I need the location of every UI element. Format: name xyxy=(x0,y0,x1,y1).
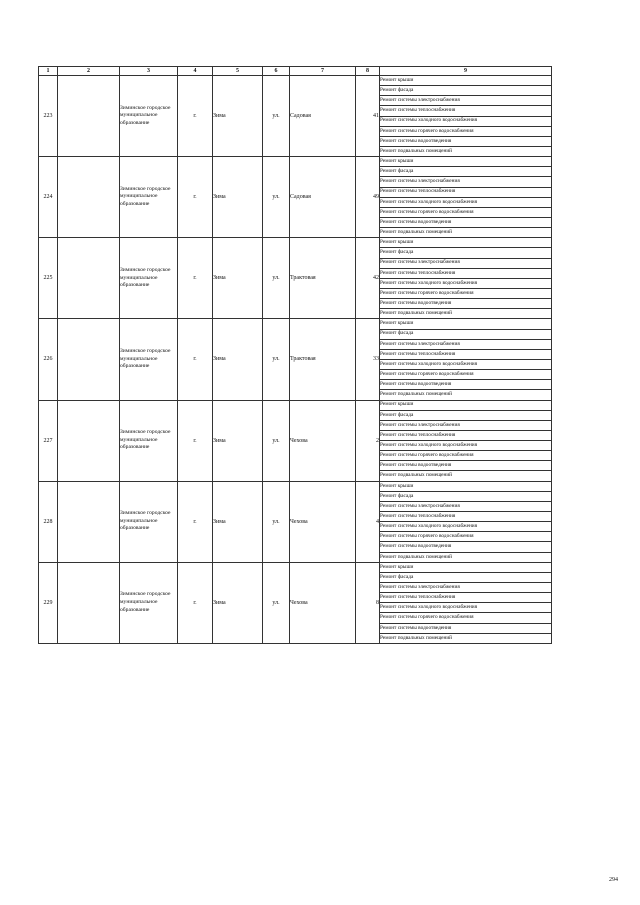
region-cell xyxy=(58,319,120,400)
house-number-cell: 42 xyxy=(356,238,380,319)
municipality-cell: Зиминское городское муниципальное образование xyxy=(120,400,178,481)
table-row xyxy=(39,319,552,329)
work-type-cell: Ремонт системы холодного водоснабжения xyxy=(380,522,552,532)
work-type-cell: Ремонт системы теплоснабжения xyxy=(380,430,552,440)
work-type-cell: Ремонт крыши xyxy=(380,76,552,86)
work-type-cell: Ремонт системы электроснабжения xyxy=(380,420,552,430)
street-type-cell: ул. xyxy=(263,400,290,481)
work-type-cell: Ремонт системы холодного водоснабжения xyxy=(380,441,552,451)
work-type-cell: Ремонт системы горячего водоснабжения xyxy=(380,532,552,542)
work-type-cell: Ремонт системы горячего водоснабжения xyxy=(380,370,552,380)
city-cell: Зима xyxy=(213,481,263,562)
work-type-cell: Ремонт системы холодного водоснабжения xyxy=(380,197,552,207)
settlement-type-cell: г. xyxy=(178,238,213,319)
house-number-cell: 2 xyxy=(356,400,380,481)
table-row xyxy=(39,481,552,491)
street-cell: Садовая xyxy=(290,76,356,157)
work-type-cell: Ремонт системы теплоснабжения xyxy=(380,349,552,359)
work-type-cell: Ремонт фасада xyxy=(380,410,552,420)
municipality-cell: Зиминское городское муниципальное образование xyxy=(120,562,178,643)
region-cell xyxy=(58,562,120,643)
work-type-cell: Ремонт системы теплоснабжения xyxy=(380,187,552,197)
work-type-cell: Ремонт системы горячего водоснабжения xyxy=(380,126,552,136)
work-type-cell: Ремонт системы холодного водоснабжения xyxy=(380,116,552,126)
city-cell: Зима xyxy=(213,76,263,157)
work-type-cell: Ремонт системы горячего водоснабжения xyxy=(380,451,552,461)
house-number-cell: 49 xyxy=(356,157,380,238)
work-type-cell: Ремонт фасада xyxy=(380,572,552,582)
work-type-cell: Ремонт системы электроснабжения xyxy=(380,339,552,349)
city-cell: Зима xyxy=(213,157,263,238)
work-type-cell: Ремонт системы электроснабжения xyxy=(380,583,552,593)
row-number: 226 xyxy=(39,319,58,400)
settlement-type-cell: г. xyxy=(178,400,213,481)
street-type-cell: ул. xyxy=(263,481,290,562)
work-type-cell: Ремонт системы горячего водоснабжения xyxy=(380,288,552,298)
table-body xyxy=(39,76,552,644)
header-cell: 3 xyxy=(120,67,178,76)
settlement-type-cell: г. xyxy=(178,319,213,400)
row-number: 229 xyxy=(39,562,58,643)
header-cell: 2 xyxy=(58,67,120,76)
header-row xyxy=(39,67,552,76)
row-number: 224 xyxy=(39,157,58,238)
work-type-cell: Ремонт системы горячего водоснабжения xyxy=(380,613,552,623)
work-type-cell: Ремонт подвальных помещений xyxy=(380,228,552,238)
work-type-cell: Ремонт системы водоотведения xyxy=(380,542,552,552)
header-cell: 7 xyxy=(290,67,356,76)
municipality-cell: Зиминское городское муниципальное образование xyxy=(120,157,178,238)
street-type-cell: ул. xyxy=(263,319,290,400)
settlement-type-cell: г. xyxy=(178,76,213,157)
header-cell: 6 xyxy=(263,67,290,76)
work-type-cell: Ремонт системы электроснабжения xyxy=(380,501,552,511)
header-cell: 5 xyxy=(213,67,263,76)
street-type-cell: ул. xyxy=(263,238,290,319)
row-number: 227 xyxy=(39,400,58,481)
house-number-cell: 41 xyxy=(356,76,380,157)
row-number: 225 xyxy=(39,238,58,319)
city-cell: Зима xyxy=(213,319,263,400)
settlement-type-cell: г. xyxy=(178,481,213,562)
repair-program-table xyxy=(38,66,552,644)
city-cell: Зима xyxy=(213,238,263,319)
work-type-cell: Ремонт фасада xyxy=(380,329,552,339)
house-number-cell: 8 xyxy=(356,562,380,643)
city-cell: Зима xyxy=(213,562,263,643)
work-type-cell: Ремонт системы теплоснабжения xyxy=(380,593,552,603)
work-type-cell: Ремонт системы водоотведения xyxy=(380,217,552,227)
work-type-cell: Ремонт крыши xyxy=(380,400,552,410)
work-type-cell: Ремонт фасада xyxy=(380,491,552,501)
work-type-cell: Ремонт системы теплоснабжения xyxy=(380,268,552,278)
header-cell: 8 xyxy=(356,67,380,76)
street-cell: Трактовая xyxy=(290,319,356,400)
work-type-cell: Ремонт подвальных помещений xyxy=(380,146,552,156)
municipality-cell: Зиминское городское муниципальное образование xyxy=(120,319,178,400)
street-cell: Трактовая xyxy=(290,238,356,319)
page-number: 294 xyxy=(609,877,618,883)
work-type-cell: Ремонт системы электроснабжения xyxy=(380,96,552,106)
city-cell: Зима xyxy=(213,400,263,481)
house-number-cell: 4 xyxy=(356,481,380,562)
street-type-cell: ул. xyxy=(263,76,290,157)
row-number: 223 xyxy=(39,76,58,157)
work-type-cell: Ремонт системы водоотведения xyxy=(380,461,552,471)
street-type-cell: ул. xyxy=(263,157,290,238)
row-number: 228 xyxy=(39,481,58,562)
region-cell xyxy=(58,400,120,481)
street-cell: Чехова xyxy=(290,481,356,562)
work-type-cell: Ремонт системы холодного водоснабжения xyxy=(380,359,552,369)
header-cell: 4 xyxy=(178,67,213,76)
region-cell xyxy=(58,238,120,319)
work-type-cell: Ремонт подвальных помещений xyxy=(380,390,552,400)
work-type-cell: Ремонт крыши xyxy=(380,238,552,248)
work-type-cell: Ремонт подвальных помещений xyxy=(380,633,552,643)
work-type-cell: Ремонт системы водоотведения xyxy=(380,380,552,390)
work-type-cell: Ремонт системы холодного водоснабжения xyxy=(380,603,552,613)
region-cell xyxy=(58,481,120,562)
work-type-cell: Ремонт фасада xyxy=(380,86,552,96)
header-cell: 9 xyxy=(380,67,552,76)
header-cell: 1 xyxy=(39,67,58,76)
municipality-cell: Зиминское городское муниципальное образование xyxy=(120,481,178,562)
region-cell xyxy=(58,76,120,157)
table-row xyxy=(39,400,552,410)
work-type-cell: Ремонт системы горячего водоснабжения xyxy=(380,207,552,217)
municipality-cell: Зиминское городское муниципальное образование xyxy=(120,238,178,319)
work-type-cell: Ремонт подвальных помещений xyxy=(380,552,552,562)
table-row xyxy=(39,238,552,248)
work-type-cell: Ремонт системы электроснабжения xyxy=(380,177,552,187)
work-type-cell: Ремонт подвальных помещений xyxy=(380,471,552,481)
work-type-cell: Ремонт системы водоотведения xyxy=(380,299,552,309)
work-type-cell: Ремонт системы теплоснабжения xyxy=(380,106,552,116)
house-number-cell: 33 xyxy=(356,319,380,400)
work-type-cell: Ремонт системы водоотведения xyxy=(380,623,552,633)
settlement-type-cell: г. xyxy=(178,562,213,643)
settlement-type-cell: г. xyxy=(178,157,213,238)
region-cell xyxy=(58,157,120,238)
work-type-cell: Ремонт фасада xyxy=(380,248,552,258)
work-type-cell: Ремонт крыши xyxy=(380,481,552,491)
work-type-cell: Ремонт крыши xyxy=(380,157,552,167)
street-cell: Чехова xyxy=(290,400,356,481)
work-type-cell: Ремонт системы холодного водоснабжения xyxy=(380,278,552,288)
work-type-cell: Ремонт фасада xyxy=(380,167,552,177)
street-type-cell: ул. xyxy=(263,562,290,643)
municipality-cell: Зиминское городское муниципальное образование xyxy=(120,76,178,157)
work-type-cell: Ремонт системы водоотведения xyxy=(380,136,552,146)
work-type-cell: Ремонт крыши xyxy=(380,562,552,572)
table-row xyxy=(39,76,552,86)
street-cell: Садовая xyxy=(290,157,356,238)
work-type-cell: Ремонт системы электроснабжения xyxy=(380,258,552,268)
table-row xyxy=(39,562,552,572)
work-type-cell: Ремонт системы теплоснабжения xyxy=(380,512,552,522)
work-type-cell: Ремонт крыши xyxy=(380,319,552,329)
street-cell: Чехова xyxy=(290,562,356,643)
work-type-cell: Ремонт подвальных помещений xyxy=(380,309,552,319)
table-row xyxy=(39,157,552,167)
